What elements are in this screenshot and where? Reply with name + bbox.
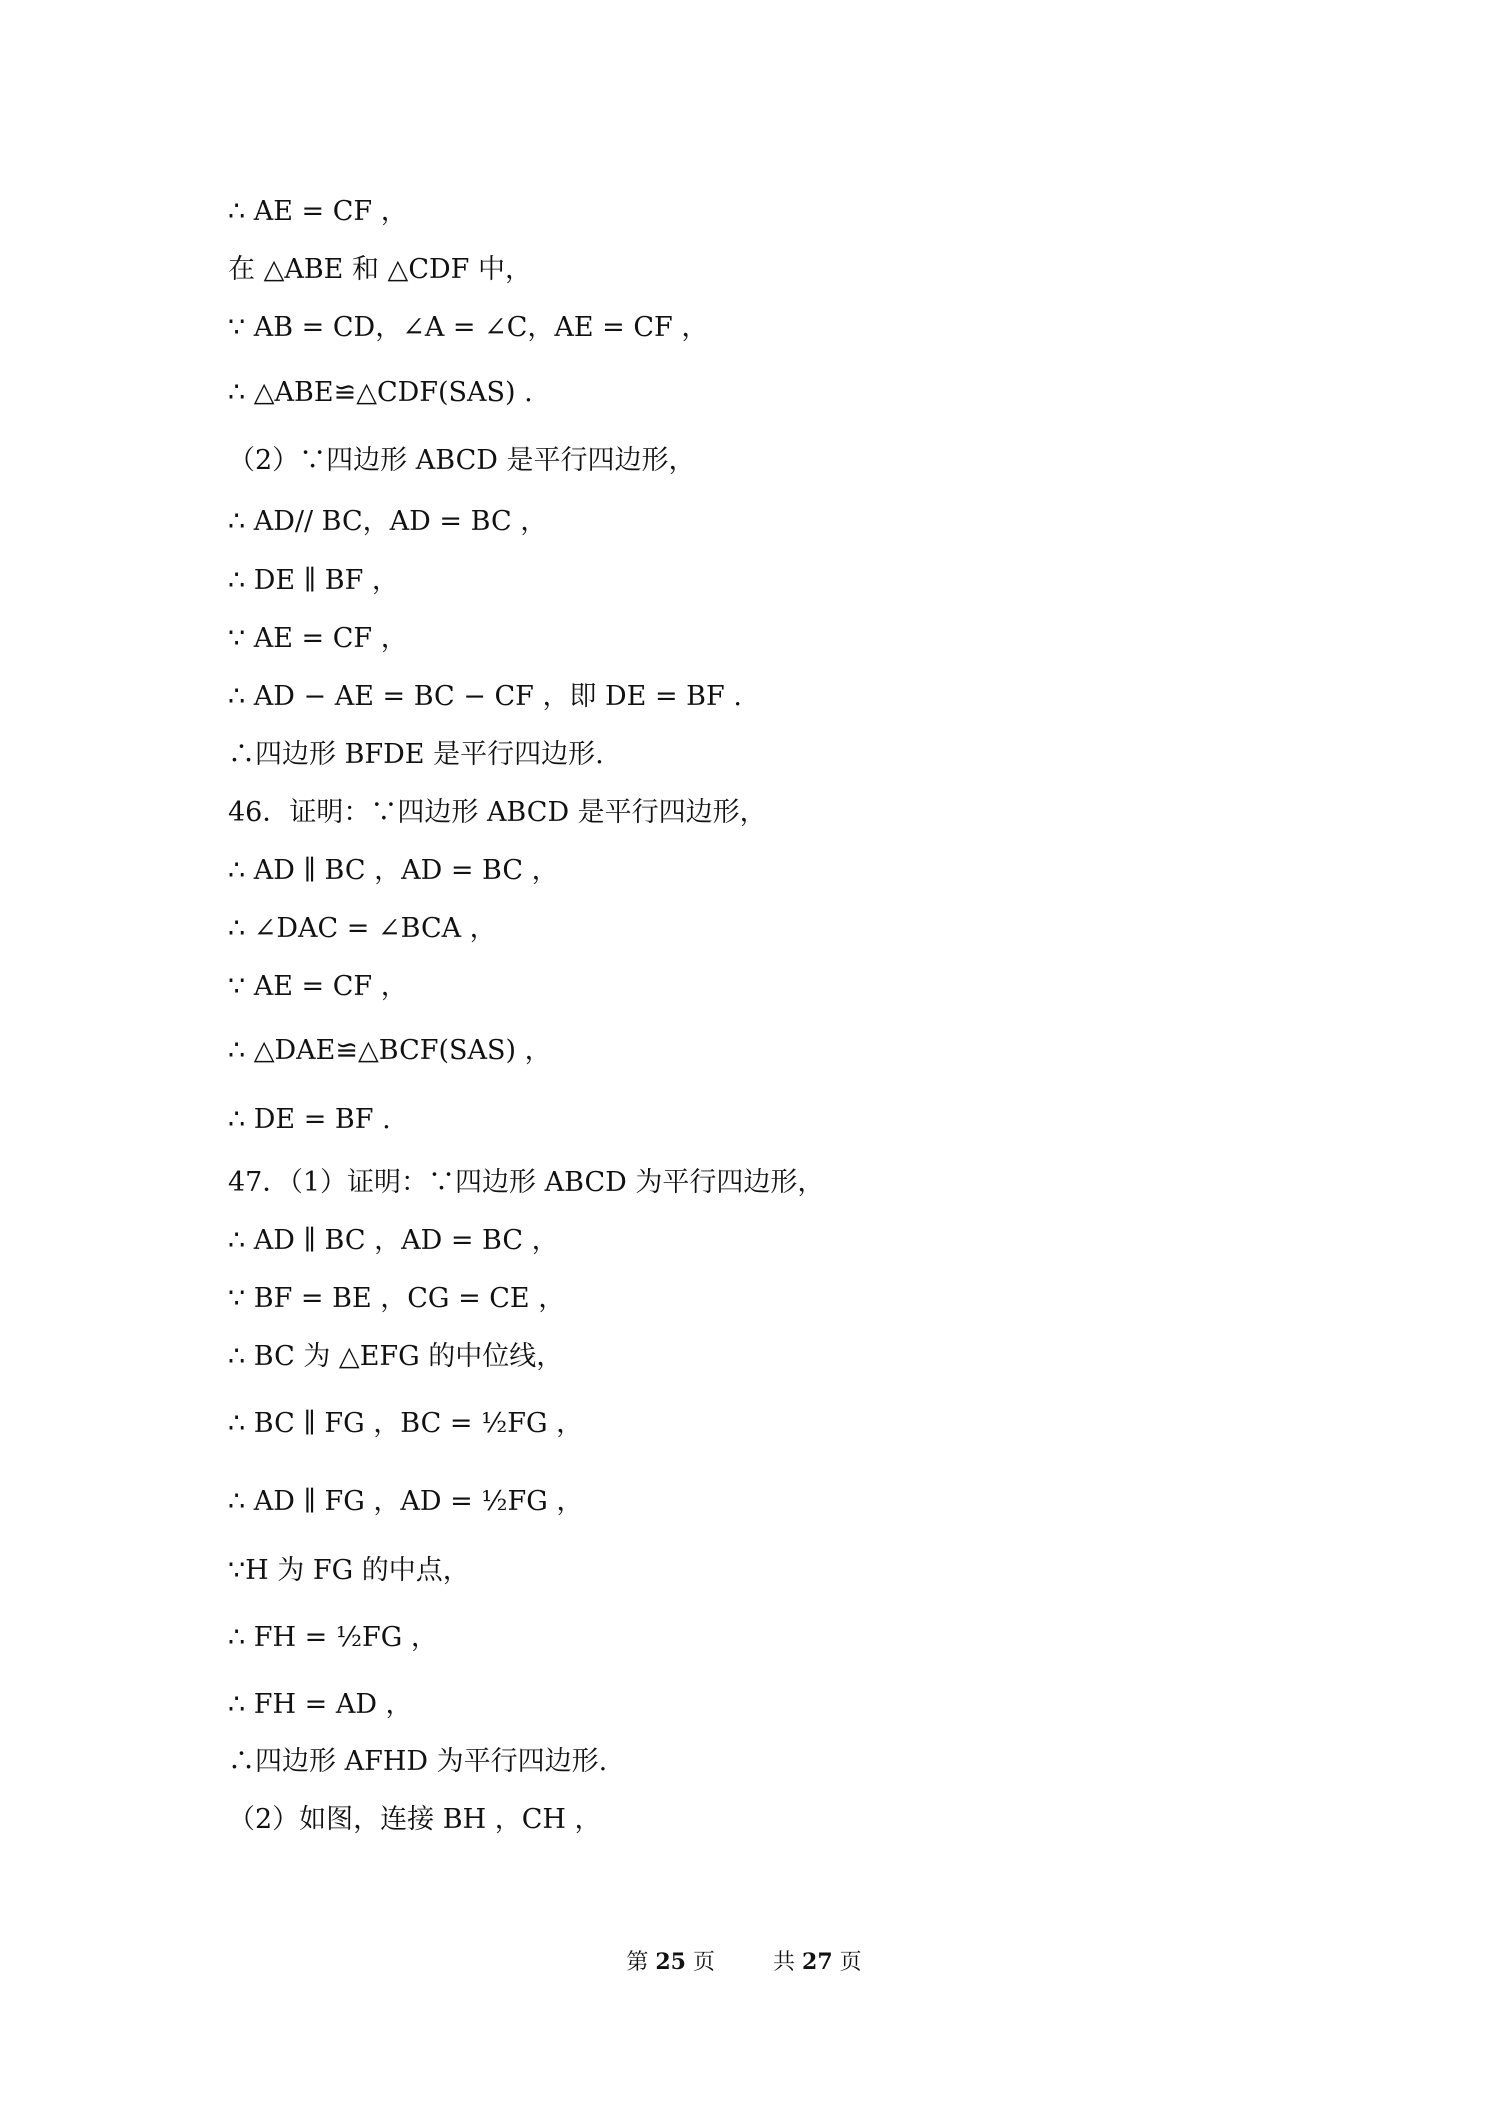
- text-line: 在 △ABE 和 △CDF 中，: [228, 254, 532, 285]
- page-suffix: 页: [692, 1950, 715, 1975]
- text-line: ∴ DE = BF .: [228, 1104, 391, 1135]
- page-footer: [0, 1945, 1488, 1976]
- text-line: ∵ AE = CF ，: [228, 971, 408, 1002]
- text-line: ∴ FH = AD ，: [228, 1689, 413, 1720]
- total-suffix: 页: [839, 1950, 862, 1975]
- text-line: ∴ AE = CF ，: [228, 196, 408, 227]
- text-line: ∴ DE ∥ BF ，: [228, 565, 399, 596]
- text-line: ∴ AD − AE = BC − CF ，即 DE = BF .: [228, 681, 742, 712]
- text-line: ∴ AD ∥ BC ，AD = BC ，: [228, 855, 559, 886]
- text-line: ∵ AE = CF ，: [228, 623, 408, 654]
- text-line: ∵H 为 FG 的中点，: [228, 1555, 470, 1586]
- text-line: ∴ AD ∥ BC ，AD = BC ，: [228, 1225, 559, 1256]
- text-line: ∴ FH = ½FG ，: [228, 1622, 438, 1653]
- text-line: ∵ BF = BE ，CG = CE ，: [228, 1283, 566, 1314]
- text-line: ∴四边形 AFHD 为平行四边形.: [228, 1746, 608, 1777]
- total-pages: 27: [802, 1949, 833, 1975]
- text-line: ∴ AD ∥ FG ，AD = ½FG ，: [228, 1486, 584, 1517]
- text-line: （2）∵四边形 ABCD 是平行四边形，: [228, 445, 696, 476]
- text-line: ∴ △ABE≌△CDF(SAS) .: [228, 377, 533, 408]
- text-line: 46．证明：∵四边形 ABCD 是平行四边形，: [228, 797, 767, 828]
- text-line: ∵ AB = CD，∠A = ∠C，AE = CF ，: [228, 312, 709, 343]
- page-prefix: 第: [626, 1950, 649, 1975]
- text-line: （2）如图，连接 BH ，CH ，: [228, 1804, 602, 1835]
- text-line: ∴ BC ∥ FG ，BC = ½FG ，: [228, 1408, 584, 1439]
- text-line: ∴ △DAE≌△BCF(SAS) ，: [228, 1035, 552, 1066]
- total-prefix: 共: [773, 1950, 796, 1975]
- text-line: ∴ BC 为 △EFG 的中位线，: [228, 1341, 564, 1372]
- text-line: 47．（1）证明：∵四边形 ABCD 为平行四边形，: [228, 1167, 825, 1198]
- text-line: ∴四边形 BFDE 是平行四边形.: [228, 739, 604, 770]
- text-line: ∴ ∠DAC = ∠BCA ，: [228, 913, 497, 944]
- text-line: ∴ AD// BC，AD = BC ，: [228, 506, 548, 537]
- page-number: 25: [655, 1949, 686, 1975]
